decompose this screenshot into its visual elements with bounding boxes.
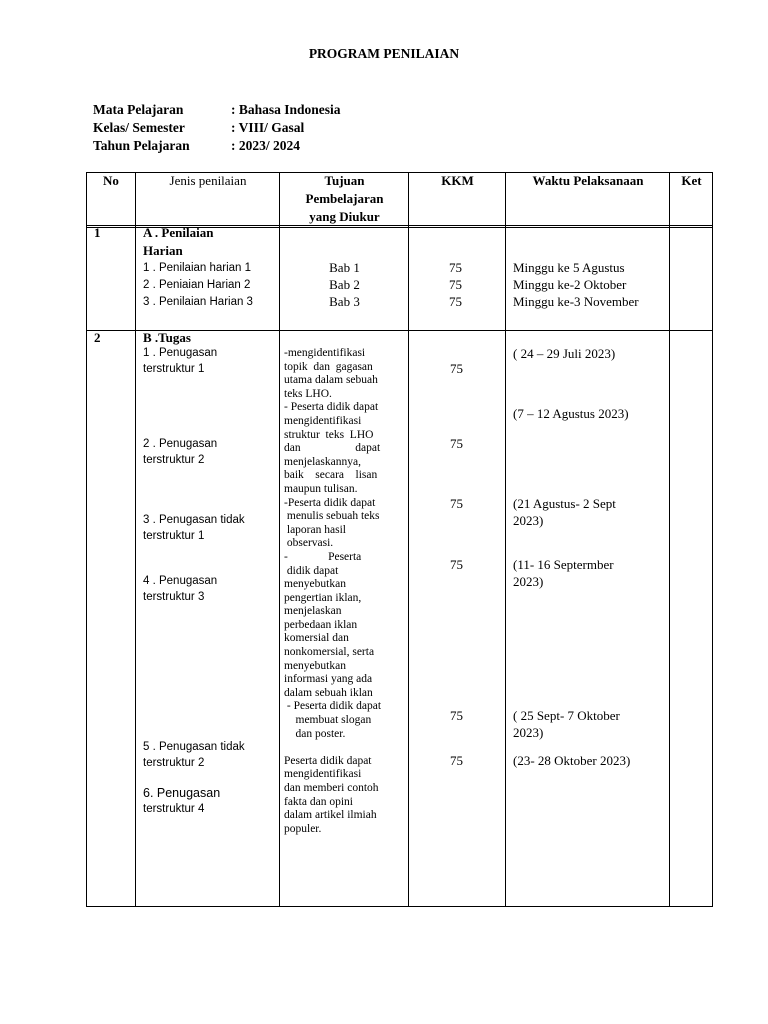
tujuan-line: teks LHO. (284, 387, 332, 400)
header-tujuan-line: yang Diukur (309, 209, 380, 224)
section2-kkm: 75 (450, 496, 463, 511)
header-no: No (103, 173, 119, 188)
tujuan-line: dan memberi contoh (284, 782, 379, 794)
section2-kkm: 75 (450, 708, 463, 723)
header-jenis: Jenis penilaian (169, 173, 247, 188)
waktu-line: ( 24 – 29 Juli 2023) (513, 346, 616, 361)
jenis-line: terstruktur 1 (143, 362, 205, 375)
tujuan-line: mengidentifikasi (284, 768, 362, 781)
jenis-line: terstruktur 1 (143, 529, 205, 542)
tujuan-line: - Peserta didik dapat (284, 401, 379, 414)
section2-jenis (143, 437, 217, 468)
waktu-line: 2023) (513, 724, 544, 740)
section2-jenis (143, 786, 220, 817)
tujuan-line: komersial dan (284, 632, 349, 645)
tujuan-line: observasi. (284, 537, 334, 550)
tujuan-line: nonkomersial, serta (284, 646, 375, 659)
jenis-line: terstruktur 3 (143, 590, 205, 603)
tujuan-line: menyebutkan (284, 578, 346, 591)
waktu-line: (21 Agustus- 2 Sept (513, 496, 616, 511)
section1-tujuan: Bab 3 (329, 294, 360, 309)
waktu-line: (7 – 12 Agustus 2023) (513, 406, 629, 421)
section2-kkm: 75 (450, 361, 463, 376)
tujuan-line: menjelaskan (284, 605, 342, 618)
jenis-line: terstruktur 2 (143, 453, 205, 466)
header-kkm: KKM (441, 173, 474, 188)
section2-waktu (513, 406, 629, 423)
tujuan-line: didik dapat (284, 564, 339, 577)
section1-heading: A . Penilaian (143, 225, 214, 240)
waktu-line: ( 25 Sept- 7 Oktober (513, 708, 620, 723)
section1-tujuan: Bab 2 (329, 277, 360, 292)
jenis-line: 4 . Penugasan (143, 575, 218, 587)
section1-jenis: 3 . Penilaian Harian 3 (143, 296, 253, 308)
meta-label: Tahun Pelajaran (93, 138, 190, 153)
tujuan-line: struktur teks LHO (284, 428, 374, 441)
section1-jenis: 1 . Penilaian harian 1 (143, 262, 252, 274)
section2-waktu (513, 346, 615, 363)
tujuan-line: -Peserta didik dapat (284, 496, 376, 509)
tujuan-line: dalam artikel ilmiah (284, 809, 377, 822)
section1-kkm: 75 (449, 294, 462, 309)
tujuan-line: perbedaan iklan (284, 618, 358, 631)
tujuan-line: informasi yang ada (284, 673, 373, 686)
section1-jenis: 2 . Peniaian Harian 2 (143, 279, 251, 291)
section2-heading: B .Tugas (143, 330, 191, 345)
tujuan-line: menyebutkan (284, 659, 346, 672)
tujuan-line: maupun tulisan. (284, 482, 358, 495)
section2-kkm: 75 (450, 436, 463, 451)
meta-label: Mata Pelajaran (93, 102, 184, 117)
section2-jenis (143, 740, 245, 771)
section1-kkm: 75 (449, 260, 462, 275)
tujuan-line: fakta dan opini (284, 795, 353, 808)
tujuan-line: pengertian iklan, (284, 591, 362, 604)
section2-kkm: 75 (450, 753, 463, 768)
jenis-line: 3 . Penugasan tidak (143, 514, 245, 526)
jenis-line: 2 . Penugasan (143, 438, 218, 450)
jenis-line: terstruktur 4 (143, 802, 205, 815)
section1-kkm: 75 (449, 277, 462, 292)
section1-no: 1 (94, 225, 101, 240)
header-tujuan-line: Tujuan (324, 173, 365, 188)
header-tujuan (280, 172, 409, 226)
tujuan-line: dalam sebuah iklan (284, 686, 373, 699)
jenis-line: 1 . Penugasan (143, 347, 218, 359)
doc-title: PROGRAM PENILAIAN (308, 46, 460, 61)
section1-heading: Harian (143, 243, 183, 258)
tujuan-line: populer. (284, 822, 322, 835)
section2-jenis (143, 574, 217, 605)
tujuan-line: dan dapat (284, 442, 381, 455)
tujuan-line: Peserta didik dapat (284, 754, 372, 767)
header-tujuan-line: Pembelajaran (305, 191, 384, 206)
waktu-line: 2023) (513, 512, 544, 528)
meta-label: Kelas/ Semester (93, 120, 185, 135)
tujuan-line: topik dan gagasan (284, 360, 373, 373)
meta-value: : VIII/ Gasal (231, 120, 305, 135)
tujuan-line: - Peserta didik dapat (284, 700, 382, 713)
tujuan-line: -mengidentifikasi (284, 347, 366, 359)
section2-jenis (143, 513, 245, 544)
tujuan-line: menjelaskannya, (284, 455, 361, 468)
section2-kkm: 75 (450, 557, 463, 572)
section2-jenis (143, 346, 217, 377)
section2-waktu (513, 557, 614, 590)
jenis-line: 6. Penugasan (143, 786, 221, 800)
tujuan-line: mengidentifikasi (284, 414, 362, 427)
section2-waktu (513, 708, 620, 741)
jenis-line: 5 . Penugasan tidak (143, 741, 245, 753)
header-ket: Ket (681, 173, 702, 188)
tujuan-line: dan poster. (284, 727, 346, 740)
meta-value: : Bahasa Indonesia (231, 102, 341, 117)
tujuan-line: baik secara lisan (284, 469, 378, 482)
waktu-line: (11- 16 Septermber (513, 557, 614, 572)
tujuan-line: utama dalam sebuah (284, 374, 378, 387)
waktu-line: (23- 28 Oktober 2023) (513, 753, 631, 768)
section1-waktu: Minggu ke 5 Agustus (513, 260, 625, 275)
meta-value: : 2023/ 2024 (231, 138, 300, 153)
section2-waktu (513, 753, 630, 770)
tujuan-line: membuat slogan (284, 714, 372, 727)
section2-waktu (513, 496, 616, 529)
tujuan-line: - Peserta (284, 550, 362, 563)
jenis-line: terstruktur 2 (143, 756, 205, 769)
tujuan-line: menulis sebuah teks (284, 510, 380, 523)
header-waktu: Waktu Pelaksanaan (532, 173, 644, 188)
section1-tujuan: Bab 1 (329, 260, 360, 275)
tujuan-line (284, 741, 381, 755)
section2-no: 2 (94, 330, 101, 345)
section1-waktu: Minggu ke-2 Oktober (513, 277, 627, 292)
section1-waktu: Minggu ke-3 November (513, 294, 639, 309)
section2-tujuan (284, 347, 381, 836)
waktu-line: 2023) (513, 573, 544, 589)
tujuan-line: laporan hasil (284, 523, 346, 536)
